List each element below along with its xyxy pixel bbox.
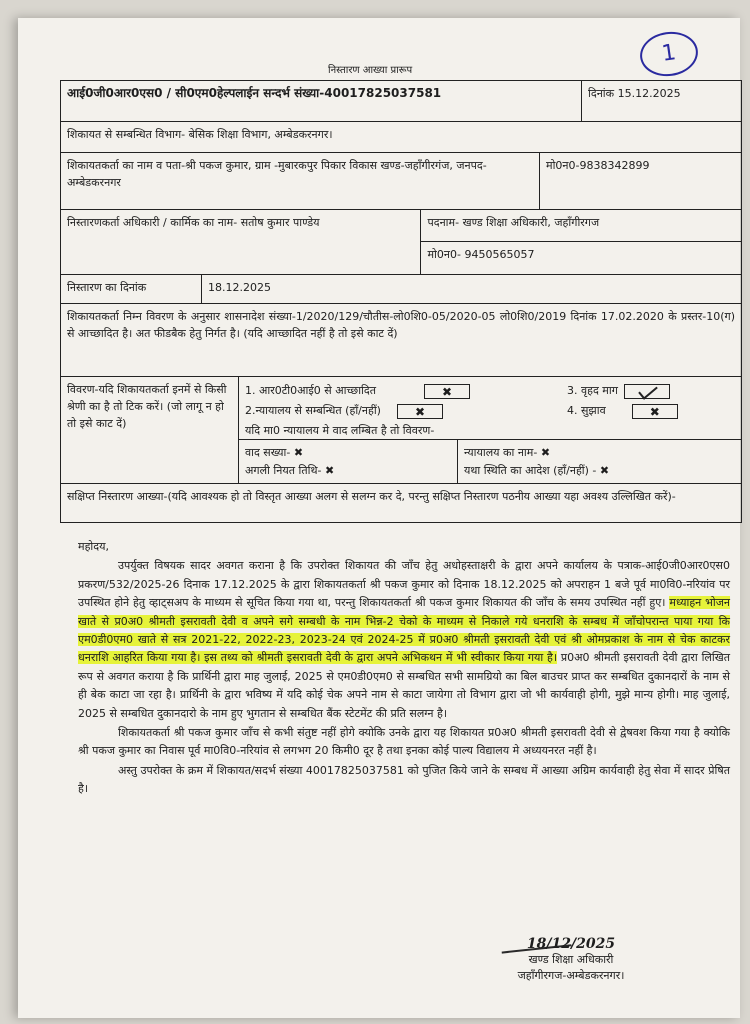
page-number-circle: 1: [637, 28, 701, 80]
salutation: महोदय,: [78, 540, 109, 553]
doc-heading: निस्तारण आख्या प्रारूप: [328, 65, 413, 76]
document-page: [18, 18, 740, 1018]
signature-date: 18/12/2025: [526, 936, 616, 952]
category-court: 2.न्यायालय से सम्बन्धित (हाँ/नहीं) ✖: [245, 401, 521, 421]
suggestion-checkbox: [632, 404, 678, 419]
disposal-date-label: निस्तारण का दिनांक: [67, 281, 147, 294]
report-body: [78, 538, 730, 800]
government-order: शिकायतकर्ता निम्न विवरण के अनुसार शासनादेश संख्या-1/2020/129/चौतीस-लो0शि0-05/2020-05 लो0शि0/2019 दिनांक 17.02.2020 के प्रस्तर-10(ग) से आच्छादित है। अत फीडबैक हेतु निर्गत है। (यदि आच्छादित नहीं है तो इसे काट दें): [67, 310, 735, 340]
court-name: न्यायालय का नाम- ✖: [464, 446, 551, 459]
form-table: [60, 80, 742, 523]
paragraph-1: उपर्युक्त विषयक सादर अवगत कराना है कि उपरोक्त शिकायत की जाँच हेतु अधोहस्ताक्षरी के द्वारा अपने कार्यालय के पत्राक-आई0जी0आर0एस0 प्रकरण/532/2025-26 दिनाक 17.12.2025 के द्वारा शिकायतकर्ता श्री पकज कुमार को दिनाक 18.12.2025 को अपराहन 1 बजे पूर्व मा0वि0-नरियांव पर उपस्थित होने हेतु व्हाट्सअप के माध्यम से सूचित किया गया था, परन्तु शिकायतकर्ता श्री पकज कुमार शिकायत की जाँच के समय उपस्थित नहीं हुए। मध्याहन भोजन खाते से प्र0अ0 श्रीमती इसरावती देवी व अपने सगे सम्बधी के नाम भिन्न-2 चेको के माध्यम से निकाले गये धनराशि के सम्बध में जाँचोपरान्त पाया गया कि एम0डी0एम0 खाते से सत्र 2021-22, 2022-23, 2023-24 एवं 2024-25 में प्र0अ0 श्रीमती इसरावती देवी एवं श्री ओमप्रकाश के नाम से चेक काटकर धनराशि आहरित किया गया है। इस तथ्य को श्रीमती इसरावती देवी के द्वारा अपने अभिकथन में भी स्वीकार किया गया है। प्र0अ0 श्रीमती इसरावती देवी द्वारा लिखित रूप से अवगत कराया है कि प्रार्थिनी द्वारा माह जुलाई, 2025 से एम0डी0एम0 से सम्बधित सभी सामग्रियो का बिल बाउचर प्राप्त कर सम्बधित दुकानदारों के नाम से ही बेक काटा जा रहा है। प्रार्थिनी के द्वारा भविष्य में यदि कोई चेक अपने नाम से काटा जायेगा तो विभाग द्वारा जो भी कार्यवाही होगी, मुझे मान्य होगी। माह जुलाई, 2025 से सम्बधित दुकानदारो के नाम हुए भुगतान से सम्बधित बैंक स्टेटमेंट की प्रति सलग्न है।: [78, 559, 731, 720]
signature-designation: खण्ड शिक्षा अधिकारी: [528, 953, 614, 966]
highlighted-finding: मध्याहन भोजन खाते से प्र0अ0 श्रीमती इसरावती देवी व अपने सगे सम्बधी के नाम भिन्न-2 चेको के माध्यम से निकाले गये धनराशि के सम्बध में जाँचोपरान्त पाया गया कि एम0डी0एम0 खाते से सत्र 2021-22, 2022-23, 2023-24 एवं 2024-25 में प्र0अ0 श्रीमती इसरावती देवी एवं श्री ओमप्रकाश के नाम से चेक काटकर धनराशि आहरित किया गया है। इस तथ्य को श्रीमती इसरावती देवी के द्वारा अपने अभिकथन में भी स्वीकार किया गया है।: [78, 596, 731, 665]
complainant-mobile: मो0न0-9838342899: [539, 153, 741, 209]
officer-designation: पदनाम- खण्ड शिक्षा अधिकारी, जहाँगीरगज: [421, 210, 741, 242]
signature-location: जहाँगीरगज-अम्बेडकरनगर।: [517, 969, 625, 982]
cross-icon: ✖: [414, 404, 425, 419]
court-note: यदि मा0 न्यायालय मे वाद लम्बित है तो विवरण-: [245, 424, 435, 437]
cross-icon: ✖: [649, 404, 660, 419]
summary-note: सक्षिप्त निस्तारण आख्या-(यदि आवश्यक हो तो विस्तृत आख्या अलग से सलग्न कर दे, परन्तु सक्षिप्त निस्तारण पठनीय आख्या यहा अवश्य उल्लिखित करें)-: [67, 490, 676, 503]
department: शिकायत से सम्बन्धित विभाग- बेसिक शिक्षा विभाग, अम्बेडकरनगर।: [67, 128, 333, 141]
disposal-date-value: 18.12.2025: [201, 275, 741, 303]
tick-icon: [638, 381, 658, 399]
rti-checkbox: [424, 384, 470, 399]
reference-date: दिनांक 15.12.2025: [581, 81, 741, 121]
large-demand-checkbox: [624, 384, 670, 399]
officer-mobile: मो0न0- 9450565057: [427, 248, 535, 261]
paragraph-3: अस्तु उपरोक्त के क्रम में शिकायत/सदर्भ संख्या 40017825037581 को पुजित किये जाने के सम्बध में आख्या अग्रिम कार्यवाही हेतु सेवा में सादर प्रेषित है।: [78, 763, 730, 796]
case-number: वाद सख्या- ✖: [245, 446, 304, 459]
complainant-details: शिकायतकर्ता का नाम व पता-श्री पकज कुमार, ग्राम -मुबारकपुर पिकार विकास खण्ड-जहाँगीरगंज, जनपद-अम्बेडकरनगर: [67, 159, 487, 189]
status-quo-order: यथा स्थिति का आदेश (हाँ/नहीं) - ✖: [464, 464, 610, 477]
reference-number: आई0जी0आर0एस0 / सी0एम0हेल्पलाईन सन्दर्भ संख्या-40017825037581: [67, 86, 442, 100]
category-large-demand: 3. वृहद माग: [567, 381, 735, 401]
category-suggestion: 4. सुझाव ✖: [567, 401, 735, 421]
officer-name: निस्तारणकर्ता अधिकारी / कार्मिक का नाम- सतोष कुमार पाण्डेय: [67, 216, 320, 229]
next-hearing-date: अगली नियत तिथि- ✖: [245, 464, 335, 477]
paragraph-2: शिकायतकर्ता श्री पकज कुमार जाँच से कभी संतुष्ट नहीं होगे क्योकि उनके द्वारा यह शिकायत प्र0अ0 श्रीमती इसरावती देवी से द्वेषवश किया गया है क्योकि श्री पकज कुमार का निवास पूर्व मा0वि0-नरियांव से लगभग 20 किमी0 दूर है तथा इनका कोई पाल्य विद्यालय मे अध्ययनरत नहीं है।: [78, 726, 730, 758]
court-checkbox: [397, 404, 443, 419]
category-rti: 1. आर0टी0आई0 से आच्छादित ✖: [245, 381, 521, 401]
category-label: विवरण-यदि शिकायतकर्ता इनमें से किसी श्रेणी का है तो टिक करें। (जो लागू न हो तो इसे काट दें): [67, 383, 227, 430]
cross-icon: ✖: [441, 384, 453, 399]
signature-block: [486, 918, 656, 984]
